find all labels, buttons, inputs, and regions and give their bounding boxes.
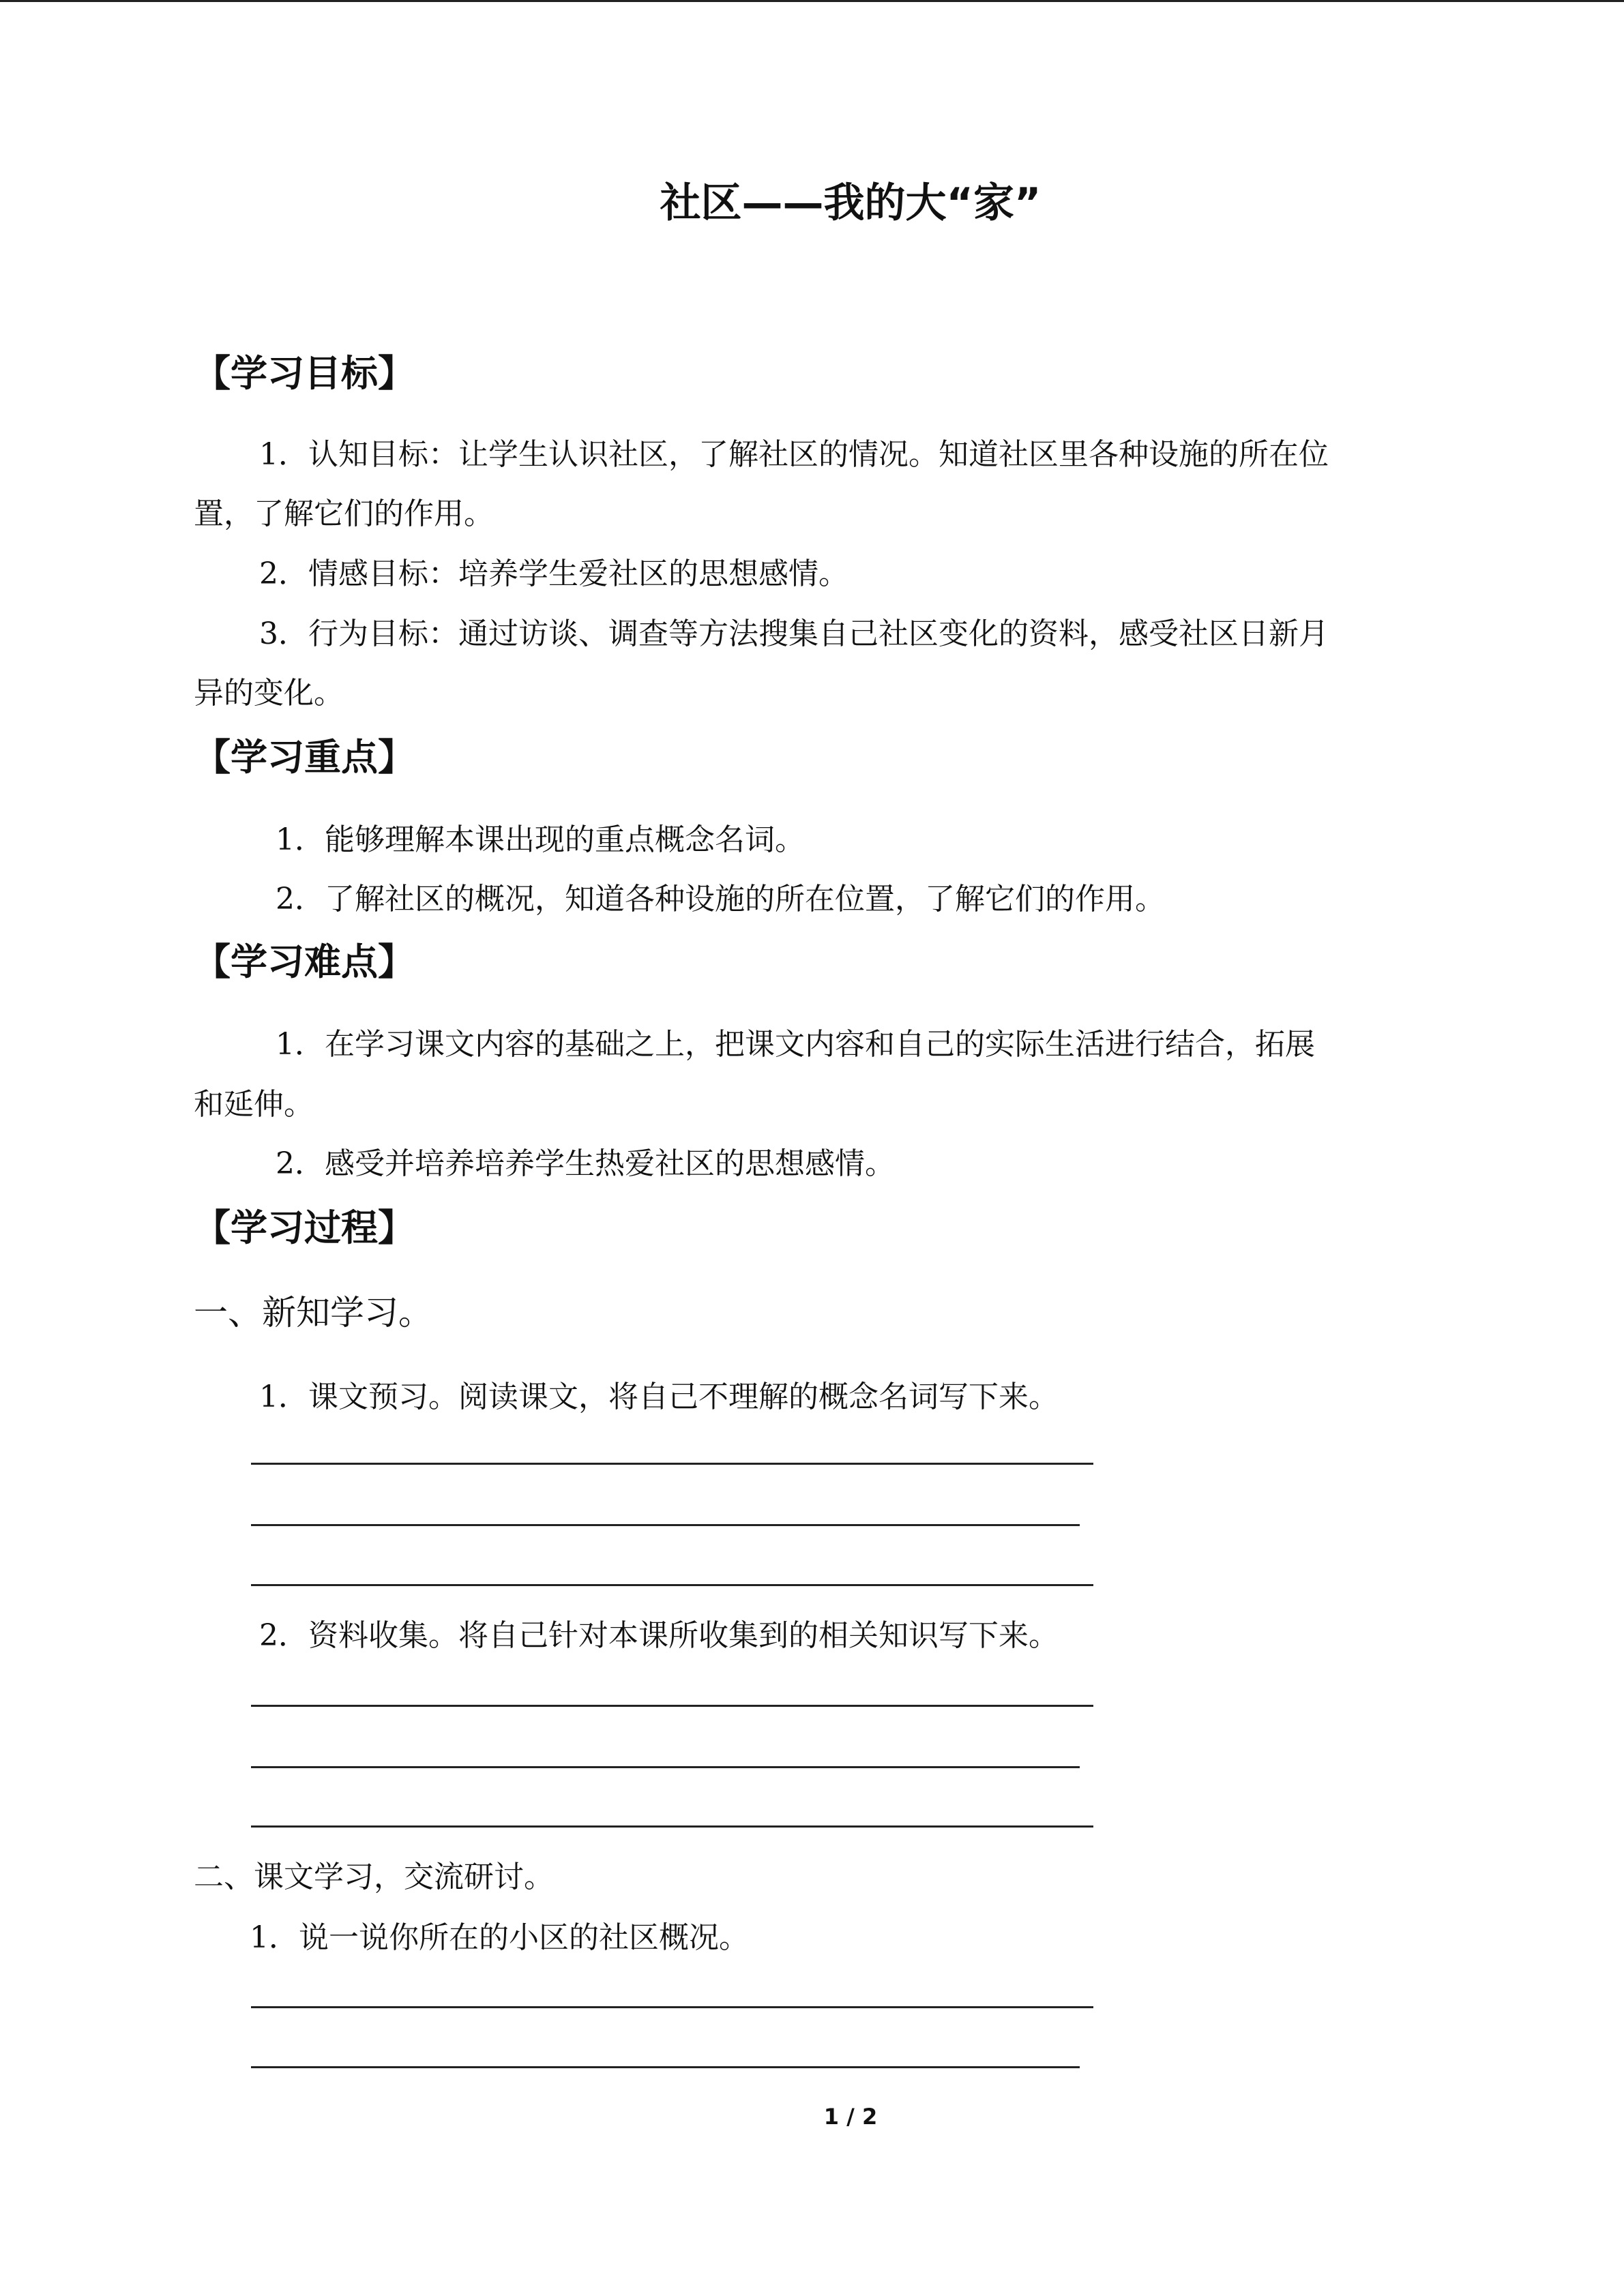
goal-item-3-line-2: 异的变化。 xyxy=(194,676,344,711)
page-number: 1 / 2 xyxy=(823,2104,878,2130)
section-new-knowledge: 一、新知学习。 xyxy=(194,1293,432,1332)
section-text-study: 二、课文学习，交流研讨。 xyxy=(194,1860,554,1894)
process-item-collect: 2．资料收集。将自己针对本课所收集到的相关知识写下来。 xyxy=(259,1618,1059,1653)
answer-line[interactable] xyxy=(251,1584,1093,1586)
heading-key-points: 【学习重点】 xyxy=(194,736,415,779)
difficulty-item-2: 2．感受并培养培养学生热爱社区的思想感情。 xyxy=(276,1146,895,1181)
answer-line[interactable] xyxy=(251,1463,1093,1465)
answer-line[interactable] xyxy=(251,2066,1080,2068)
top-border-line xyxy=(0,0,1624,2)
answer-line[interactable] xyxy=(251,1825,1093,1828)
answer-line[interactable] xyxy=(251,2006,1093,2008)
difficulty-item-1-line-2: 和延伸。 xyxy=(194,1087,314,1122)
answer-line[interactable] xyxy=(251,1705,1093,1707)
goal-item-1-line-1: 1．认知目标：让学生认识社区，了解社区的情况。知道社区里各种设施的所在位 xyxy=(259,437,1329,472)
document-title: 社区——我的大“家” xyxy=(660,179,1042,227)
answer-line[interactable] xyxy=(251,1524,1080,1526)
process-item-preview: 1．课文预习。阅读课文，将自己不理解的概念名词写下来。 xyxy=(259,1380,1059,1414)
heading-learning-process: 【学习过程】 xyxy=(194,1206,415,1249)
difficulty-item-1-line-1: 1．在学习课文内容的基础之上，把课文内容和自己的实际生活进行结合，拓展 xyxy=(276,1027,1315,1062)
answer-line[interactable] xyxy=(251,1766,1080,1768)
key-point-item-1: 1．能够理解本课出现的重点概念名词。 xyxy=(276,822,805,857)
key-point-item-2: 2．了解社区的概况，知道各种设施的所在位置，了解它们的作用。 xyxy=(276,882,1165,916)
process-item-community: 1．说一说你所在的小区的社区概况。 xyxy=(250,1920,749,1955)
goal-item-1-line-2: 置，了解它们的作用。 xyxy=(194,496,494,531)
goal-item-3-line-1: 3．行为目标：通过访谈、调查等方法搜集自己社区变化的资料，感受社区日新月 xyxy=(259,616,1329,651)
goal-item-2: 2．情感目标：培养学生爱社区的思想感情。 xyxy=(259,556,848,591)
heading-learning-goals: 【学习目标】 xyxy=(194,352,415,395)
heading-difficulties: 【学习难点】 xyxy=(194,940,415,983)
